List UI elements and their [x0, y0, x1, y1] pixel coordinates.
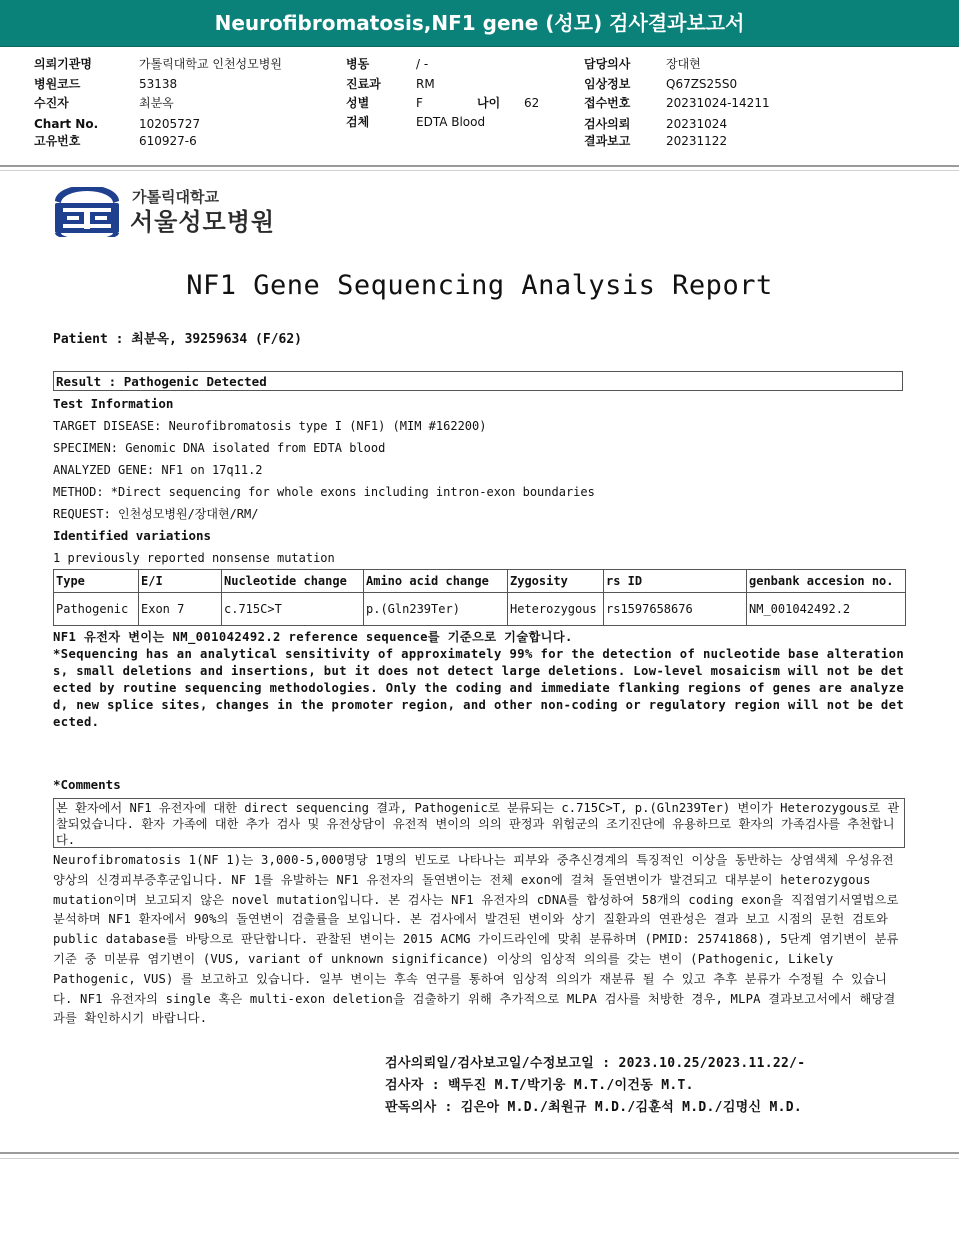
header-label-ward: 병동 [346, 57, 370, 71]
header-value-requesting-institution: 가톨릭대학교 인천성모병원 [139, 57, 282, 71]
header-label-patient-name: 수진자 [34, 96, 69, 110]
header-label-clinical-info: 임상정보 [584, 77, 631, 91]
header-value-unique-id: 610927-6 [139, 134, 197, 148]
column-header-exon-intron: E/I [139, 570, 222, 593]
header-label-specimen: 검체 [346, 115, 370, 129]
report-banner-title: Neurofibromatosis,NF1 gene (성모) 검사결과보고서 [0, 0, 959, 47]
result-box: Result : Pathogenic Detected [53, 371, 903, 391]
method-line: METHOD: *Direct sequencing for whole exons including intron-exon boundaries [53, 485, 595, 499]
column-header-nucleotide-change: Nucleotide change [222, 570, 364, 593]
header-value-department: RM [416, 77, 435, 91]
testers-line: 검사자 : 백두진 M.T/박기웅 M.T./이건동 M.T. [385, 1078, 694, 1093]
identified-variations-heading: Identified variations [53, 528, 212, 543]
logo-hospital-name: 서울성모병원 [130, 208, 276, 236]
header-value-age: 62 [524, 96, 540, 110]
header-label-sex: 성별 [346, 96, 370, 110]
header-value-report-date: 20231122 [666, 134, 728, 148]
reference-note: NF1 유전자 변이는 NM_001042492.2 reference sequence를 기준으로 기술합니다. [53, 630, 573, 644]
column-header-rs-id: rs ID [604, 570, 747, 593]
sensitivity-note: *Sequencing has an analytical sensitivity of approximately 99% for the detection of nucleotide base alterations, small deletions and insertions, but it does not detect large deletions. Low-level mosaicism will not be detected by routine sequencing methodologies. Only the coding and immediate flanking regions of genes are analyzed, new splice sites, changes in the promoter region, and other non-coding or regulatory region will not be detected. [53, 647, 905, 729]
report-title: NF1 Gene Sequencing Analysis Report [186, 270, 773, 301]
header-value-physician: 장대현 [666, 57, 701, 71]
header-value-receipt-no: 20231024-14211 [666, 96, 770, 110]
comment-summary-box: 본 환자에서 NF1 유전자에 대한 direct sequencing 결과, Pathogenic로 분류되는 c.715C>T, p.(Gln239Ter) 변이가 Heterozygous로 관찰되었습니다. 환자 가족에 대한 추가 검사 및 유전상담이 유전적 변이의 의의 판정과 위험군의 조기진단에 유용하므로 환자의 가족검사를 추천합니다. [53, 798, 905, 848]
cell-exon-intron: Exon 7 [139, 593, 222, 626]
header-value-sex: F [416, 96, 423, 110]
column-header-zygosity: Zygosity [508, 570, 604, 593]
patient-header [0, 46, 959, 167]
header-value-specimen: EDTA Blood [416, 115, 486, 129]
column-header-genbank-accession: genbank accesion no. [747, 570, 906, 593]
header-label-physician: 담당의사 [584, 57, 631, 71]
cell-nucleotide-change: c.715C>T [222, 593, 364, 626]
column-header-amino-acid-change: Amino acid change [364, 570, 508, 593]
header-label-request-date: 검사의뢰 [584, 117, 631, 131]
patient-line: Patient : 최분옥, 39259634 (F/62) [53, 332, 302, 347]
column-header-type: Type [54, 570, 139, 593]
header-label-receipt-no: 접수번호 [584, 96, 631, 110]
logo-university-name: 가톨릭대학교 [132, 188, 219, 206]
header-value-hospital-code: 53138 [139, 77, 178, 91]
cell-zygosity: Heterozygous [508, 593, 604, 626]
cell-type: Pathogenic [54, 593, 139, 626]
header-value-ward: / - [416, 57, 429, 71]
report-dates-line: 검사의뢰일/검사보고일/수정보고일 : 2023.10.25/2023.11.22/- [385, 1056, 806, 1071]
cell-rs-id: rs1597658676 [604, 593, 747, 626]
header-label-requesting-institution: 의뢰기관명 [34, 57, 92, 71]
header-label-department: 진료과 [346, 77, 381, 91]
variant-table-header-row [54, 570, 906, 593]
cell-amino-acid-change: p.(Gln239Ter) [364, 593, 508, 626]
header-value-chart-no: 10205727 [139, 117, 201, 131]
header-label-report-date: 결과보고 [584, 134, 631, 148]
specimen-line: SPECIMEN: Genomic DNA isolated from EDTA blood [53, 441, 386, 455]
header-label-hospital-code: 병원코드 [34, 77, 81, 91]
analyzed-gene-line: ANALYZED GENE: NF1 on 17q11.2 [53, 463, 263, 477]
header-value-patient-name: 최분옥 [139, 96, 174, 110]
header-value-request-date: 20231024 [666, 117, 728, 131]
comment-body-text: Neurofibromatosis 1(NF 1)는 3,000-5,000명당 1명의 빈도로 나타나는 피부와 중추신경계의 특징적인 이상을 동반하는 상염색체 우성유전 양상의 신경피부증후군입니다. NF 1를 유발하는 NF1 유전자의 돌연변이는 전체 exon에 걸쳐 돌연변이가 발견되고 대부분이 heterozygous mutation이며 보고되지 않은 novel mutation입니다. 본 검사는 NF1 유전자의 cDNA를 합성하여 58개의 coding exon을 직접염기서열법으로 분석하며 NF1 환자에서 90%의 돌연변이 검출률을 보입니다. 본 검사에서 발견된 변이와 상기 질환과의 연관성은 결과 보고 시점의 문헌 검토와 public database를 바탕으로 판단합니다. 관찰된 변이는 2015 ACMG 가이드라인에 맞춰 분류하며 (PMID: 25741868), 5단계 염기변이 분류 기준 중 미분류 염기변이 (VUS, variant of unknown significance) 이상의 임상적 의의를 갖는 변이 (Pathogenic, Likely Pathogenic, VUS) 를 보고하고 있습니다. 일부 변이는 후속 연구를 통하여 임상적 의의가 재분류 될 수 있고 추후 분류가 수정될 수 있습니다. NF1 유전자의 single 혹은 multi-exon deletion을 검출하기 위해 추가적으로 MLPA 검사를 처방한 경우, MLPA 결과보고서에서 해당결과를 확인하시기 바랍니다. [53, 853, 899, 1026]
header-value-clinical-info: Q67ZS25S0 [666, 77, 738, 91]
identified-variations-summary: 1 previously reported nonsense mutation [53, 551, 335, 565]
cell-genbank-accession: NM_001042492.2 [747, 593, 906, 626]
hospital-logo-icon [53, 187, 121, 237]
table-row [54, 593, 906, 626]
header-label-chart-no: Chart No. [34, 117, 99, 131]
physicians-line: 판독의사 : 김은아 M.D./최원규 M.D./김훈석 M.D./김명신 M.D. [385, 1100, 803, 1115]
comments-heading: *Comments [53, 777, 121, 792]
header-label-age: 나이 [477, 96, 501, 110]
header-label-unique-id: 고유번호 [34, 134, 81, 148]
test-information-heading: Test Information [53, 396, 174, 411]
request-line: REQUEST: 인천성모병원/장대현/RM/ [53, 507, 259, 521]
notes-block [53, 629, 905, 731]
header-divider [0, 170, 959, 171]
footer-divider [0, 1152, 959, 1159]
target-disease-line: TARGET DISEASE: Neurofibromatosis type I (NF1) (MIM #162200) [53, 419, 487, 433]
variant-table [53, 569, 906, 626]
